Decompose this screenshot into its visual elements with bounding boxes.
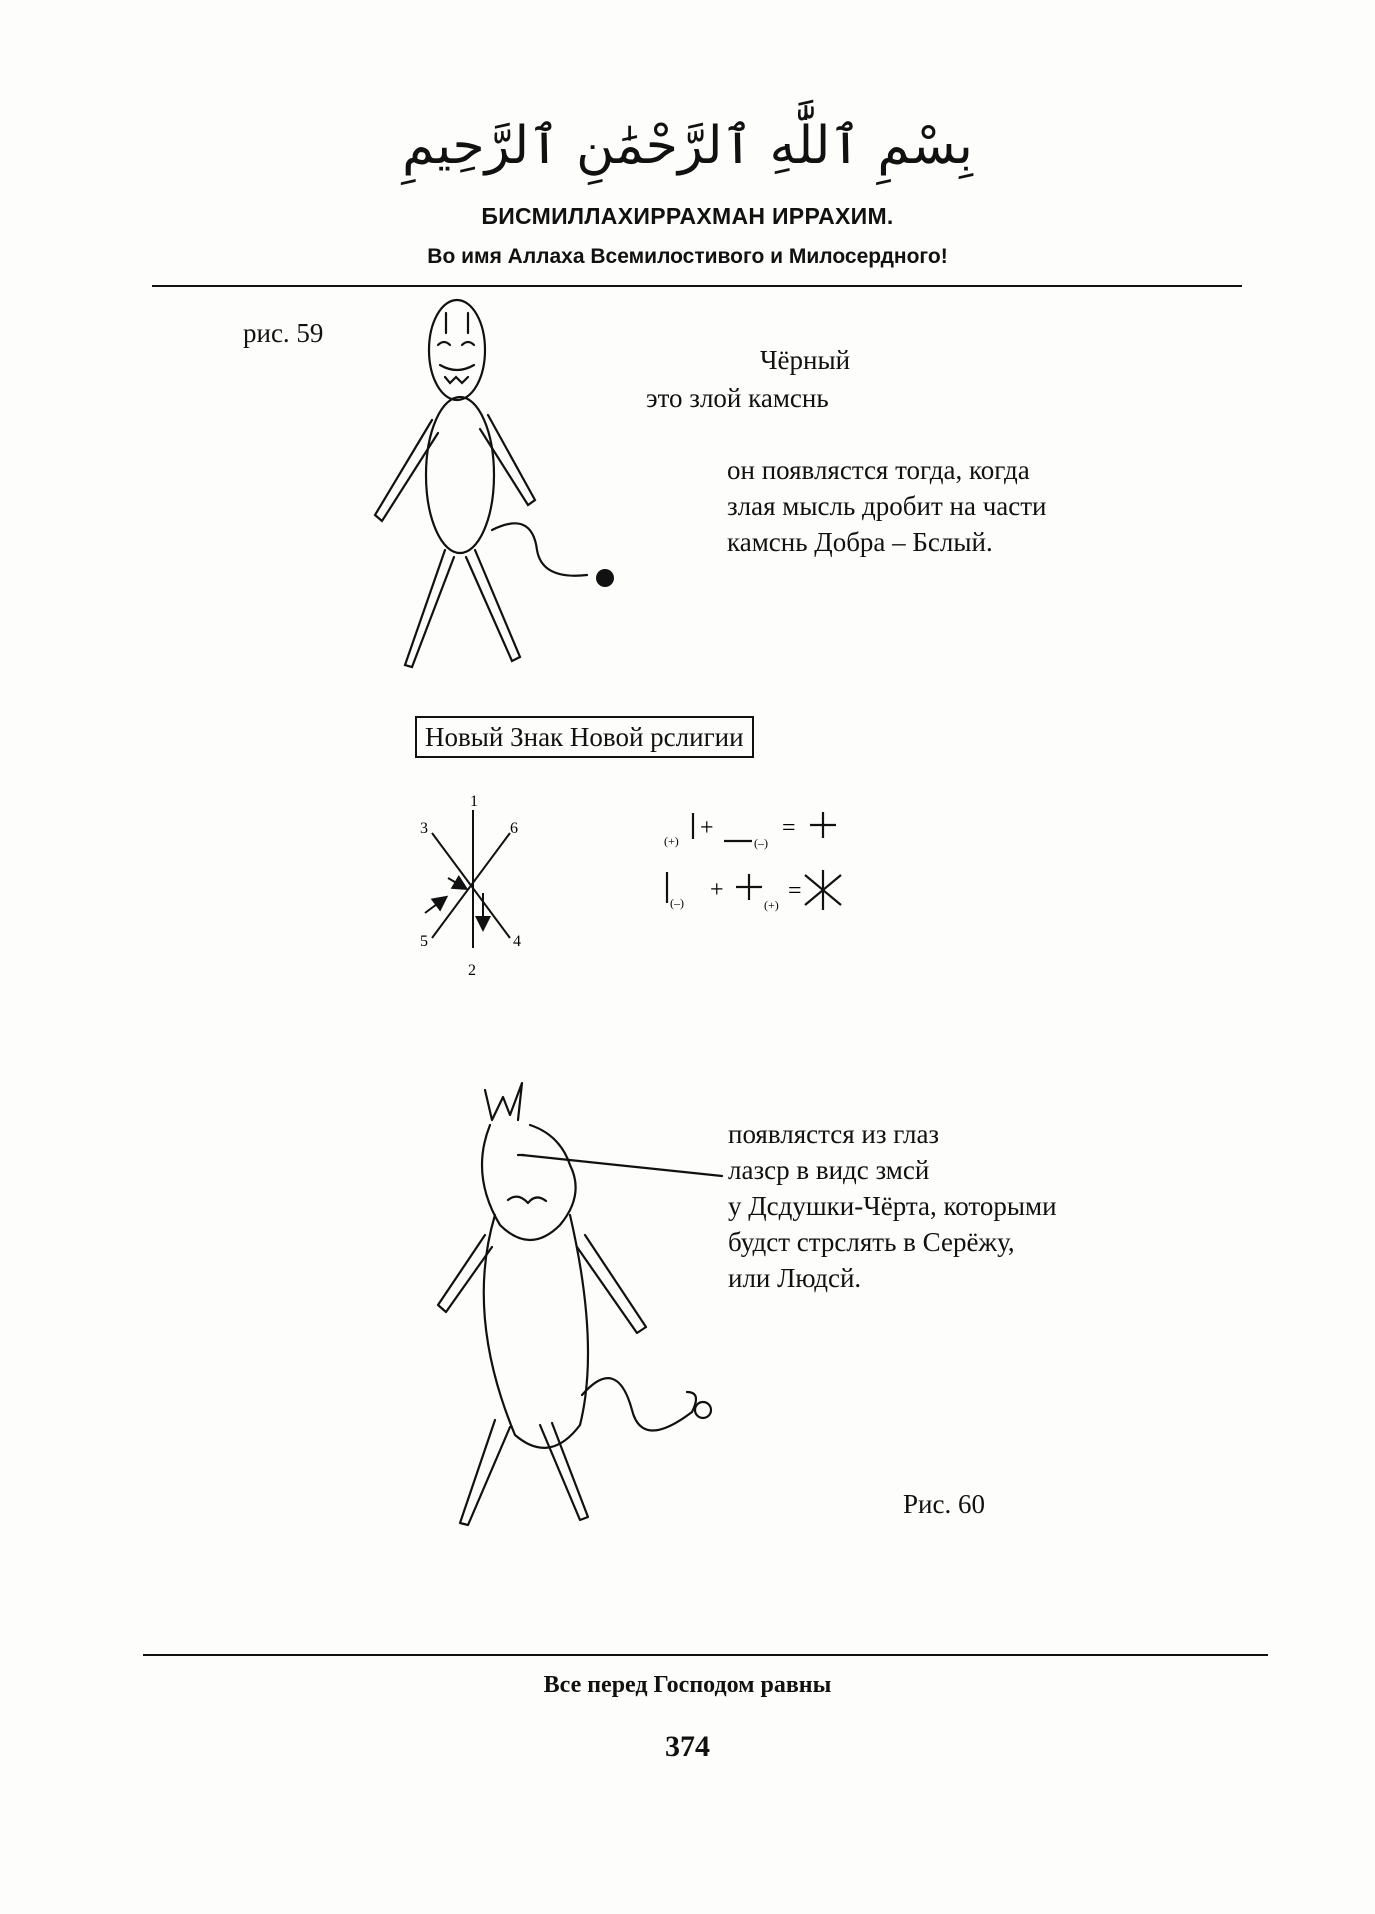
formula-equals: =	[782, 815, 796, 841]
figure-60-devil-drawing	[440, 1075, 770, 1525]
figure-59-title-line1: Чёрный	[760, 345, 851, 375]
header-rule	[152, 285, 1242, 287]
new-sign-star-diagram	[410, 788, 540, 988]
figure-60-text-line: лазср в видс змсй	[728, 1155, 930, 1185]
formula-sub: (+)	[764, 898, 779, 912]
figure-59-text-line: злая мысль дробит на части	[727, 491, 1047, 521]
footer-title: Все перед Господом равны	[543, 1672, 832, 1698]
diagram-label-2: 2	[468, 962, 476, 979]
figure-59-text-line: камснь Добра – Бслый.	[727, 527, 993, 557]
figure-60-text-line: у Дсдушки-Чёрта, которыми	[728, 1191, 1057, 1221]
figure-60-text-line: будст стрслять в Серёжу,	[728, 1227, 1015, 1257]
figure-60-text-block	[728, 1116, 1057, 1296]
figure-59-caption: рис. 59	[243, 318, 324, 348]
formula-plus: +	[700, 815, 714, 841]
formula-sub: (–)	[754, 836, 768, 850]
diagram-label-1: 1	[470, 793, 478, 810]
header-title: БИСМИЛЛАХИРРАХМАН ИРРАХИМ.	[481, 203, 894, 229]
formula-sub: (–)	[670, 896, 684, 910]
figure-59-devil-drawing	[350, 295, 650, 680]
figure-60-text-line: появлястся из глаз	[728, 1119, 940, 1149]
new-sign-formula	[660, 805, 880, 925]
figure-59-text-block	[727, 452, 1047, 560]
figure-60-text-line: или Людсй.	[728, 1263, 862, 1293]
diagram-label-6: 6	[510, 820, 518, 837]
figure-60-caption: Рис. 60	[903, 1489, 985, 1519]
figure-59-title-line2: это злой камснь	[646, 383, 829, 413]
diagram-label-5: 5	[420, 933, 428, 950]
formula-plus: +	[710, 877, 724, 903]
diagram-label-4: 4	[513, 933, 521, 950]
footer-rule	[143, 1654, 1268, 1656]
figure-59-text-line: он появлястся тогда, когда	[727, 455, 1030, 485]
formula-equals: =	[788, 878, 802, 904]
new-sign-title-box: Новый Знак Новой рслигии	[415, 716, 754, 758]
bismillah-calligraphy: بِسْمِ ٱللَّٰهِ ٱلرَّحْمَٰنِ ٱلرَّحِيمِ	[402, 116, 973, 176]
formula-sub: (+)	[664, 834, 679, 848]
header-subtitle: Во имя Аллаха Всемилостивого и Милосердного!	[427, 245, 948, 268]
page-number: 374	[665, 1730, 710, 1763]
diagram-label-3: 3	[420, 820, 428, 837]
